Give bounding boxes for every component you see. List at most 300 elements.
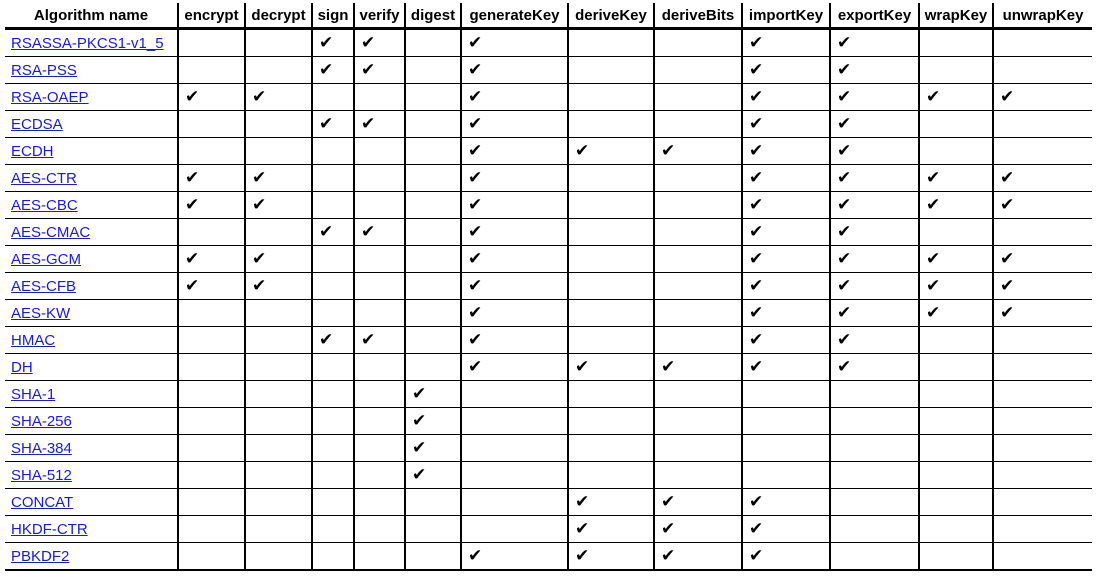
support-cell-unwrapkey <box>993 516 1092 543</box>
support-cell-exportkey <box>830 462 919 489</box>
checkmark-icon: ✔ <box>1000 168 1015 187</box>
support-cell-derivebits <box>654 354 742 381</box>
algorithm-link[interactable]: PBKDF2 <box>11 547 70 565</box>
checkmark-icon: ✔ <box>361 60 376 79</box>
algorithm-link[interactable]: HMAC <box>11 331 56 349</box>
checkmark-icon: ✔ <box>361 222 376 241</box>
support-cell-derivebits <box>654 327 742 354</box>
checkmark-icon: ✔ <box>837 357 852 376</box>
algorithm-link[interactable]: AES-KW <box>11 304 71 322</box>
support-cell-unwrapkey <box>993 354 1092 381</box>
support-cell-importkey <box>742 219 830 246</box>
checkmark-icon: ✔ <box>837 195 852 214</box>
support-cell-derivekey <box>568 462 654 489</box>
checkmark-icon: ✔ <box>185 168 200 187</box>
support-cell-derivebits <box>654 435 742 462</box>
support-cell-exportkey <box>830 84 919 111</box>
support-cell-encrypt <box>178 165 245 192</box>
support-cell-sign <box>312 138 354 165</box>
support-cell-generatekey <box>461 111 568 138</box>
support-cell-encrypt <box>178 462 245 489</box>
support-cell-sign <box>312 111 354 138</box>
support-cell-digest <box>405 165 461 192</box>
algorithm-name-cell <box>5 462 178 489</box>
checkmark-icon: ✔ <box>749 222 764 241</box>
table-row <box>5 381 1092 408</box>
support-cell-sign <box>312 435 354 462</box>
checkmark-icon: ✔ <box>468 60 483 79</box>
checkmark-icon: ✔ <box>185 249 200 268</box>
checkmark-icon: ✔ <box>749 195 764 214</box>
algorithm-link[interactable]: AES-CTR <box>11 169 77 187</box>
support-cell-generatekey <box>461 489 568 516</box>
support-cell-derivebits <box>654 543 742 571</box>
support-cell-digest <box>405 435 461 462</box>
checkmark-icon: ✔ <box>575 519 590 538</box>
support-cell-exportkey <box>830 29 919 57</box>
support-cell-encrypt <box>178 111 245 138</box>
support-cell-verify <box>354 273 405 300</box>
algorithm-link[interactable]: ECDH <box>11 142 54 160</box>
support-cell-verify <box>354 489 405 516</box>
support-cell-exportkey <box>830 354 919 381</box>
support-cell-verify <box>354 111 405 138</box>
support-cell-sign <box>312 29 354 57</box>
table-row <box>5 435 1092 462</box>
support-cell-importkey <box>742 273 830 300</box>
support-cell-derivebits <box>654 29 742 57</box>
support-cell-derivebits <box>654 192 742 219</box>
checkmark-icon: ✔ <box>749 303 764 322</box>
support-cell-generatekey <box>461 138 568 165</box>
checkmark-icon: ✔ <box>1000 87 1015 106</box>
support-cell-decrypt <box>245 219 312 246</box>
support-cell-digest <box>405 29 461 57</box>
algorithm-link[interactable]: DH <box>11 358 33 376</box>
support-cell-derivekey <box>568 543 654 571</box>
checkmark-icon: ✔ <box>926 249 941 268</box>
algorithm-link[interactable]: HKDF-CTR <box>11 520 88 538</box>
support-cell-generatekey <box>461 543 568 571</box>
support-cell-wrapkey <box>919 29 993 57</box>
support-cell-unwrapkey <box>993 462 1092 489</box>
support-cell-wrapkey <box>919 354 993 381</box>
algorithm-link[interactable]: SHA-512 <box>11 466 72 484</box>
support-cell-wrapkey <box>919 246 993 273</box>
checkmark-icon: ✔ <box>837 303 852 322</box>
support-cell-verify <box>354 543 405 571</box>
table-row <box>5 84 1092 111</box>
checkmark-icon: ✔ <box>361 33 376 52</box>
support-cell-importkey <box>742 489 830 516</box>
support-cell-derivebits <box>654 300 742 327</box>
support-cell-generatekey <box>461 84 568 111</box>
support-cell-importkey <box>742 300 830 327</box>
support-cell-digest <box>405 84 461 111</box>
support-cell-decrypt <box>245 462 312 489</box>
checkmark-icon: ✔ <box>749 276 764 295</box>
table-row <box>5 300 1092 327</box>
checkmark-icon: ✔ <box>575 492 590 511</box>
support-cell-generatekey <box>461 516 568 543</box>
checkmark-icon: ✔ <box>319 222 334 241</box>
checkmark-icon: ✔ <box>319 114 334 133</box>
support-cell-unwrapkey <box>993 57 1092 84</box>
algorithm-name-cell <box>5 246 178 273</box>
checkmark-icon: ✔ <box>319 60 334 79</box>
support-cell-derivekey <box>568 192 654 219</box>
table-row <box>5 327 1092 354</box>
support-cell-exportkey <box>830 327 919 354</box>
table-body <box>5 29 1092 571</box>
checkmark-icon: ✔ <box>252 195 267 214</box>
support-cell-decrypt <box>245 165 312 192</box>
support-cell-verify <box>354 84 405 111</box>
support-cell-derivekey <box>568 516 654 543</box>
support-cell-generatekey <box>461 381 568 408</box>
algorithm-name-cell <box>5 29 178 57</box>
support-cell-derivebits <box>654 165 742 192</box>
checkmark-icon: ✔ <box>468 195 483 214</box>
support-cell-sign <box>312 381 354 408</box>
header-derivekey: deriveKey <box>568 3 654 29</box>
support-cell-sign <box>312 327 354 354</box>
support-cell-derivebits <box>654 84 742 111</box>
algorithm-name-cell <box>5 489 178 516</box>
algorithm-support-table <box>5 3 1092 571</box>
support-cell-wrapkey <box>919 408 993 435</box>
checkmark-icon: ✔ <box>926 168 941 187</box>
support-cell-generatekey <box>461 300 568 327</box>
algorithm-name-cell <box>5 354 178 381</box>
support-cell-unwrapkey <box>993 219 1092 246</box>
checkmark-icon: ✔ <box>468 141 483 160</box>
support-cell-wrapkey <box>919 543 993 571</box>
support-cell-derivekey <box>568 327 654 354</box>
checkmark-icon: ✔ <box>468 330 483 349</box>
checkmark-icon: ✔ <box>412 411 427 430</box>
support-cell-exportkey <box>830 273 919 300</box>
support-cell-decrypt <box>245 246 312 273</box>
support-cell-wrapkey <box>919 273 993 300</box>
support-cell-derivekey <box>568 246 654 273</box>
checkmark-icon: ✔ <box>412 438 427 457</box>
support-cell-encrypt <box>178 300 245 327</box>
support-cell-exportkey <box>830 192 919 219</box>
algorithm-name-cell <box>5 435 178 462</box>
support-cell-wrapkey <box>919 435 993 462</box>
support-cell-generatekey <box>461 435 568 462</box>
checkmark-icon: ✔ <box>837 114 852 133</box>
support-cell-sign <box>312 462 354 489</box>
algorithm-name-cell <box>5 192 178 219</box>
support-cell-unwrapkey <box>993 381 1092 408</box>
support-cell-verify <box>354 462 405 489</box>
support-cell-derivekey <box>568 435 654 462</box>
support-cell-generatekey <box>461 462 568 489</box>
support-cell-wrapkey <box>919 300 993 327</box>
support-cell-derivebits <box>654 381 742 408</box>
support-cell-digest <box>405 57 461 84</box>
algorithm-link[interactable]: RSA-PSS <box>11 61 77 79</box>
checkmark-icon: ✔ <box>837 276 852 295</box>
support-cell-derivebits <box>654 516 742 543</box>
support-cell-digest <box>405 300 461 327</box>
checkmark-icon: ✔ <box>412 465 427 484</box>
checkmark-icon: ✔ <box>837 141 852 160</box>
support-cell-sign <box>312 192 354 219</box>
checkmark-icon: ✔ <box>185 195 200 214</box>
support-cell-digest <box>405 354 461 381</box>
support-cell-generatekey <box>461 219 568 246</box>
algorithm-name-cell <box>5 381 178 408</box>
algorithm-link[interactable]: SHA-256 <box>11 412 72 430</box>
support-cell-verify <box>354 435 405 462</box>
header-algorithm-name: Algorithm name <box>5 3 178 29</box>
algorithm-link[interactable]: SHA-1 <box>11 385 56 403</box>
support-cell-unwrapkey <box>993 165 1092 192</box>
table-row <box>5 516 1092 543</box>
support-cell-importkey <box>742 165 830 192</box>
support-cell-unwrapkey <box>993 300 1092 327</box>
support-cell-digest <box>405 516 461 543</box>
header-exportkey: exportKey <box>830 3 919 29</box>
support-cell-importkey <box>742 29 830 57</box>
support-cell-decrypt <box>245 138 312 165</box>
algorithm-name-cell <box>5 543 178 571</box>
support-cell-generatekey <box>461 29 568 57</box>
support-cell-exportkey <box>830 381 919 408</box>
algorithm-link[interactable]: SHA-384 <box>11 439 72 457</box>
support-cell-exportkey <box>830 516 919 543</box>
checkmark-icon: ✔ <box>575 141 590 160</box>
checkmark-icon: ✔ <box>749 546 764 565</box>
support-cell-verify <box>354 327 405 354</box>
checkmark-icon: ✔ <box>412 384 427 403</box>
header-derivebits: deriveBits <box>654 3 742 29</box>
checkmark-icon: ✔ <box>661 546 676 565</box>
support-cell-digest <box>405 381 461 408</box>
table-row <box>5 246 1092 273</box>
algorithm-link[interactable]: AES-GCM <box>11 250 82 268</box>
checkmark-icon: ✔ <box>837 249 852 268</box>
support-cell-unwrapkey <box>993 29 1092 57</box>
checkmark-icon: ✔ <box>661 141 676 160</box>
checkmark-icon: ✔ <box>468 303 483 322</box>
checkmark-icon: ✔ <box>749 519 764 538</box>
header-decrypt: decrypt <box>245 3 312 29</box>
support-cell-encrypt <box>178 435 245 462</box>
checkmark-icon: ✔ <box>468 546 483 565</box>
support-cell-sign <box>312 543 354 571</box>
support-cell-generatekey <box>461 273 568 300</box>
algorithm-name-cell <box>5 138 178 165</box>
checkmark-icon: ✔ <box>837 33 852 52</box>
support-cell-verify <box>354 138 405 165</box>
support-cell-generatekey <box>461 354 568 381</box>
algorithm-name-cell <box>5 408 178 435</box>
support-cell-importkey <box>742 408 830 435</box>
support-cell-decrypt <box>245 29 312 57</box>
checkmark-icon: ✔ <box>468 222 483 241</box>
support-cell-digest <box>405 138 461 165</box>
support-cell-importkey <box>742 246 830 273</box>
support-cell-exportkey <box>830 246 919 273</box>
checkmark-icon: ✔ <box>252 87 267 106</box>
checkmark-icon: ✔ <box>749 87 764 106</box>
support-cell-importkey <box>742 354 830 381</box>
algorithm-name-cell <box>5 273 178 300</box>
support-cell-exportkey <box>830 219 919 246</box>
support-cell-decrypt <box>245 300 312 327</box>
support-cell-importkey <box>742 57 830 84</box>
checkmark-icon: ✔ <box>749 357 764 376</box>
header-sign: sign <box>312 3 354 29</box>
support-cell-digest <box>405 462 461 489</box>
algorithm-link[interactable]: RSASSA-PKCS1-v1_5 <box>11 34 164 52</box>
checkmark-icon: ✔ <box>1000 303 1015 322</box>
support-cell-importkey <box>742 84 830 111</box>
algorithm-link[interactable]: CONCAT <box>11 493 74 511</box>
checkmark-icon: ✔ <box>837 60 852 79</box>
checkmark-icon: ✔ <box>926 276 941 295</box>
checkmark-icon: ✔ <box>361 330 376 349</box>
support-cell-derivebits <box>654 408 742 435</box>
table-row <box>5 462 1092 489</box>
support-cell-verify <box>354 57 405 84</box>
support-cell-importkey <box>742 543 830 571</box>
support-cell-sign <box>312 246 354 273</box>
algorithm-name-cell <box>5 300 178 327</box>
support-cell-digest <box>405 327 461 354</box>
support-cell-exportkey <box>830 543 919 571</box>
support-cell-derivekey <box>568 165 654 192</box>
checkmark-icon: ✔ <box>749 249 764 268</box>
checkmark-icon: ✔ <box>185 87 200 106</box>
support-cell-derivebits <box>654 219 742 246</box>
support-cell-unwrapkey <box>993 408 1092 435</box>
support-cell-digest <box>405 273 461 300</box>
support-cell-unwrapkey <box>993 543 1092 571</box>
support-cell-decrypt <box>245 111 312 138</box>
support-cell-derivebits <box>654 57 742 84</box>
checkmark-icon: ✔ <box>252 249 267 268</box>
algorithm-link[interactable]: ECDSA <box>11 115 63 133</box>
support-cell-sign <box>312 408 354 435</box>
algorithm-link[interactable]: AES-CBC <box>11 196 78 214</box>
algorithm-name-cell <box>5 165 178 192</box>
support-cell-encrypt <box>178 489 245 516</box>
checkmark-icon: ✔ <box>252 168 267 187</box>
support-cell-derivekey <box>568 111 654 138</box>
support-cell-encrypt <box>178 408 245 435</box>
support-cell-decrypt <box>245 327 312 354</box>
support-cell-encrypt <box>178 381 245 408</box>
table-row <box>5 29 1092 57</box>
algorithm-link[interactable]: AES-CFB <box>11 277 77 295</box>
support-cell-verify <box>354 246 405 273</box>
table-row <box>5 273 1092 300</box>
support-cell-unwrapkey <box>993 435 1092 462</box>
support-cell-verify <box>354 408 405 435</box>
support-cell-sign <box>312 489 354 516</box>
support-cell-verify <box>354 165 405 192</box>
support-cell-generatekey <box>461 165 568 192</box>
support-cell-generatekey <box>461 57 568 84</box>
table-row <box>5 111 1092 138</box>
support-cell-digest <box>405 408 461 435</box>
table-row <box>5 192 1092 219</box>
support-cell-derivebits <box>654 273 742 300</box>
support-cell-verify <box>354 219 405 246</box>
support-cell-exportkey <box>830 165 919 192</box>
header-digest: digest <box>405 3 461 29</box>
table-row <box>5 543 1092 571</box>
algorithm-name-cell <box>5 84 178 111</box>
checkmark-icon: ✔ <box>749 330 764 349</box>
support-cell-verify <box>354 516 405 543</box>
support-cell-wrapkey <box>919 138 993 165</box>
support-cell-verify <box>354 192 405 219</box>
checkmark-icon: ✔ <box>185 276 200 295</box>
support-cell-wrapkey <box>919 462 993 489</box>
support-cell-wrapkey <box>919 111 993 138</box>
support-cell-encrypt <box>178 354 245 381</box>
header-encrypt: encrypt <box>178 3 245 29</box>
algorithm-name-cell <box>5 111 178 138</box>
algorithm-link[interactable]: RSA-OAEP <box>11 88 89 106</box>
support-cell-unwrapkey <box>993 192 1092 219</box>
support-cell-unwrapkey <box>993 489 1092 516</box>
checkmark-icon: ✔ <box>252 276 267 295</box>
support-cell-importkey <box>742 435 830 462</box>
support-cell-derivekey <box>568 138 654 165</box>
support-cell-wrapkey <box>919 57 993 84</box>
checkmark-icon: ✔ <box>749 33 764 52</box>
checkmark-icon: ✔ <box>361 114 376 133</box>
support-cell-encrypt <box>178 273 245 300</box>
checkmark-icon: ✔ <box>468 33 483 52</box>
support-cell-sign <box>312 300 354 327</box>
support-cell-derivekey <box>568 354 654 381</box>
support-cell-encrypt <box>178 138 245 165</box>
support-cell-encrypt <box>178 543 245 571</box>
algorithm-link[interactable]: AES-CMAC <box>11 223 91 241</box>
checkmark-icon: ✔ <box>468 357 483 376</box>
support-cell-sign <box>312 84 354 111</box>
support-cell-derivekey <box>568 57 654 84</box>
support-cell-unwrapkey <box>993 84 1092 111</box>
support-cell-derivekey <box>568 381 654 408</box>
support-cell-verify <box>354 381 405 408</box>
support-cell-generatekey <box>461 408 568 435</box>
checkmark-icon: ✔ <box>661 519 676 538</box>
support-cell-encrypt <box>178 516 245 543</box>
algorithm-name-cell <box>5 57 178 84</box>
algorithm-name-cell <box>5 219 178 246</box>
support-cell-decrypt <box>245 354 312 381</box>
checkmark-icon: ✔ <box>575 546 590 565</box>
table-row <box>5 165 1092 192</box>
algorithm-name-cell <box>5 327 178 354</box>
support-cell-encrypt <box>178 327 245 354</box>
support-cell-wrapkey <box>919 165 993 192</box>
support-cell-unwrapkey <box>993 327 1092 354</box>
checkmark-icon: ✔ <box>926 303 941 322</box>
support-cell-derivebits <box>654 462 742 489</box>
table-row <box>5 138 1092 165</box>
checkmark-icon: ✔ <box>749 60 764 79</box>
